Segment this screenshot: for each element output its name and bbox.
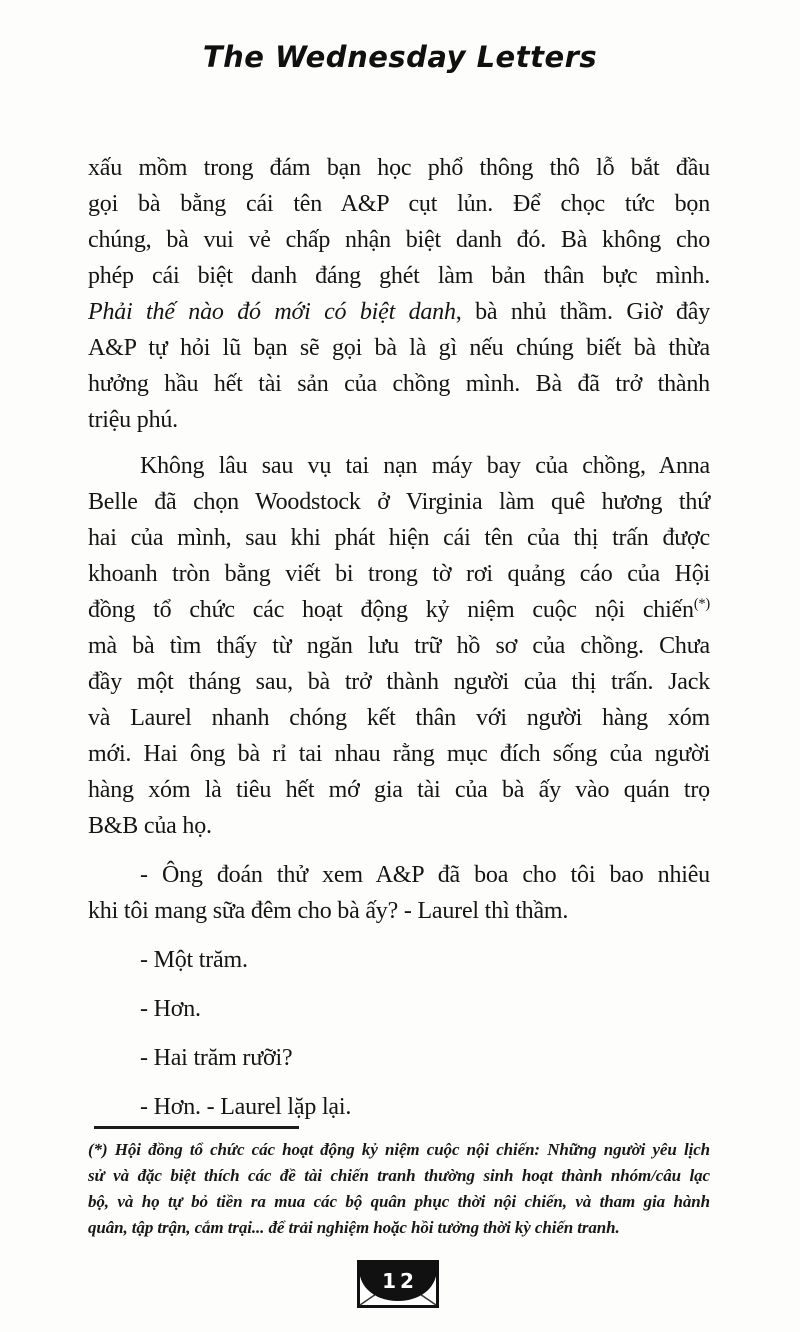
text-line: [88, 402, 710, 438]
text-line: [88, 857, 710, 893]
text-line: [88, 664, 710, 700]
text-line: [88, 893, 710, 929]
text-line: [88, 1040, 710, 1076]
text-line: [88, 366, 710, 402]
text-line: [88, 942, 710, 978]
text-segment: hàng xóm là tiêu hết mớ gia tài của bà ấy vào quán trọ: [88, 777, 710, 803]
text-segment: chúng, bà vui vẻ chấp nhận biệt danh đó. Bà không cho: [88, 227, 710, 253]
text-line: [88, 330, 710, 366]
text-segment: đầy một tháng sau, bà trở thành người của thị trấn. Jack: [88, 669, 710, 695]
text-segment: - Hai trăm rưỡi?: [140, 1045, 293, 1071]
text-line: [88, 150, 710, 186]
text-segment: đồng tổ chức các hoạt động kỷ niệm cuộc nội chiến: [88, 597, 694, 623]
text-segment: xấu mồm trong đám bạn học phổ thông thô lỗ bắt đầu: [88, 155, 710, 181]
text-line: [88, 222, 710, 258]
text-line: [88, 808, 710, 844]
page-number: 12: [382, 1269, 418, 1293]
running-header: The Wednesday Letters: [202, 40, 598, 74]
text-line: [88, 736, 710, 772]
footnote-line: sử và đặc biệt thích các đề tài chiến tranh thường sinh hoạt thành nhóm/câu lạc: [88, 1166, 710, 1185]
text-segment: khoanh tròn bằng viết bi trong tờ rơi quảng cáo của Hội: [88, 561, 710, 587]
footnote-line: quân, tập trận, cắm trại... để trải nghiệm hoặc hồi tưởng thời kỳ chiến tranh.: [88, 1218, 620, 1237]
text-segment: Không lâu sau vụ tai nạn máy bay của chồng, Anna: [140, 453, 710, 479]
dialogue-paragraph-3: [88, 942, 710, 978]
text-segment: mới. Hai ông bà rỉ tai nhau rằng mục đích sống của người: [88, 741, 710, 767]
text-segment: triệu phú.: [88, 407, 178, 433]
text-segment: Belle đã chọn Woodstock ở Virginia làm quê hương thứ: [88, 489, 710, 515]
text-line: [88, 556, 710, 592]
text-segment: mà bà tìm thấy từ ngăn lưu trữ hồ sơ của chồng. Chưa: [88, 633, 710, 659]
text-segment: B&B của họ.: [88, 813, 212, 839]
text-segment: - Hơn.: [140, 996, 201, 1022]
text-segment: và Laurel nhanh chóng kết thân với người hàng xóm: [88, 705, 710, 731]
footnote-marker: (*): [693, 596, 710, 612]
text-segment: hưởng hầu hết tài sản của chồng mình. Bà đã trở thành: [88, 371, 710, 397]
text-segment: - Ông đoán thử xem A&P đã boa cho tôi bao nhiêu: [140, 862, 710, 888]
page-number-badge: [357, 1260, 439, 1308]
text-segment: gọi bà bằng cái tên A&P cụt lủn. Để chọc tức bọn: [88, 191, 710, 217]
text-line: [88, 186, 710, 222]
dialogue-paragraph-6: [88, 1089, 710, 1125]
text-segment: , bà nhủ thầm. Giờ đây: [455, 299, 710, 325]
text-segment: phép cái biệt danh đáng ghét làm bản thân bực mình.: [88, 263, 710, 289]
footnote: [88, 1126, 710, 1241]
text-segment: - Hơn. - Laurel lặp lại.: [140, 1094, 352, 1120]
text-line: [88, 484, 710, 520]
paragraph-1: [88, 448, 710, 844]
footnote-line: bộ, và họ tự bỏ tiền ra mua các bộ quân phục thời nội chiến, và tham gia hành: [88, 1192, 710, 1211]
text-line: [88, 520, 710, 556]
footnote-line: (*) Hội đồng tổ chức các hoạt động kỷ niệm cuộc nội chiến: Những người yêu lịch: [88, 1140, 710, 1159]
text-line: [88, 592, 710, 628]
footnote-separator: [94, 1126, 299, 1129]
text-line: [88, 1089, 710, 1125]
text-line: [88, 700, 710, 736]
text-segment: khi tôi mang sữa đêm cho bà ấy? - Laurel thì thầm.: [88, 898, 569, 924]
text-line: [88, 628, 710, 664]
dialogue-paragraph-4: [88, 991, 710, 1027]
text-segment: A&P tự hỏi lũ bạn sẽ gọi bà là gì nếu chúng biết bà thừa: [88, 335, 710, 361]
dialogue-paragraph-5: [88, 1040, 710, 1076]
text-column: [88, 150, 710, 1125]
text-segment: Phải thế nào đó mới có biệt danh: [88, 299, 456, 325]
footnote-lines: [88, 1137, 710, 1241]
text-line: [88, 258, 710, 294]
text-segment: - Một trăm.: [140, 947, 248, 973]
text-line: [88, 991, 710, 1027]
dialogue-paragraph-2: [88, 857, 710, 929]
text-line: [88, 448, 710, 484]
text-line: [88, 772, 710, 808]
envelope-icon: [357, 1260, 439, 1308]
text-segment: hai của mình, sau khi phát hiện cái tên của thị trấn được: [88, 525, 710, 551]
text-line: [88, 294, 710, 330]
paragraph-0: [88, 150, 710, 438]
